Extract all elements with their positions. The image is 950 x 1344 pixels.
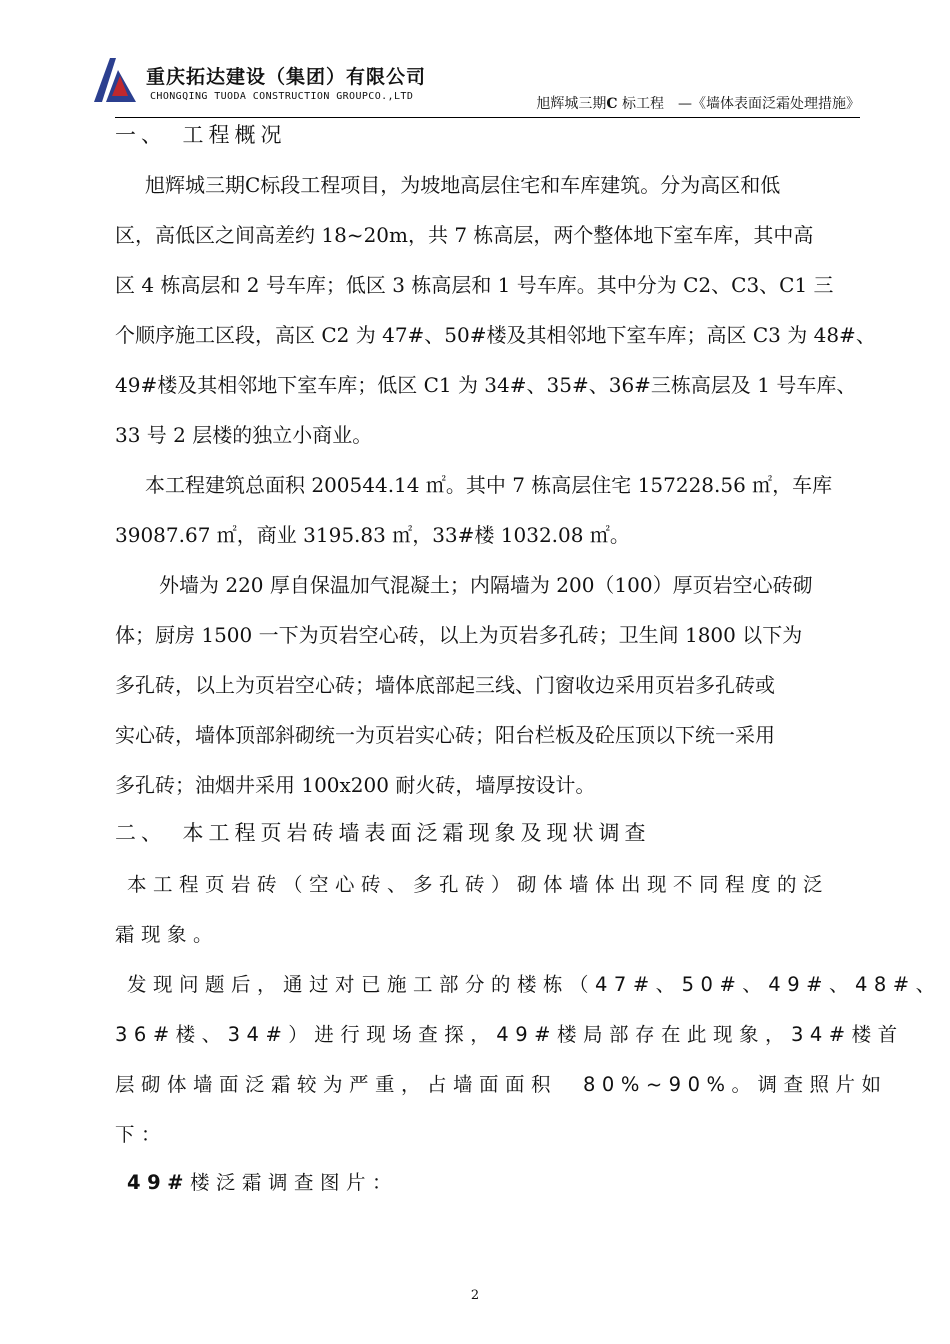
doc-title-post: 标工程 —《墙体表面泛霜处理措施》 xyxy=(617,96,860,112)
caption-text: 楼泛霜调查图片： xyxy=(189,1171,398,1194)
paragraph-line: 本工程建筑总面积 200544.14 ㎡。其中 7 栋高层住宅 157228.56 ㎡，车库 xyxy=(145,473,833,497)
paragraph-line: 体；厨房 1500 一下为页岩空心砖，以上为页岩多孔砖；卫生间 1800 以下为 xyxy=(115,623,803,647)
paragraph-line: 39087.67 ㎡，商业 3195.83 ㎡，33#楼 1032.08 ㎡。 xyxy=(115,523,630,547)
paragraph-line: 区 4 栋高层和 2 号车库；低区 3 栋高层和 1 号车库。其中分为 C2、C3、C1 三 xyxy=(115,273,834,297)
paragraph-line: 下： xyxy=(115,1123,168,1146)
company-logo-icon xyxy=(92,56,138,104)
paragraph-line: 发现问题后，通过对已施工部分的楼栋（47#、50#、49#、48#、 xyxy=(127,973,942,996)
paragraph-line: 个顺序施工区段，高区 C2 为 47#、50#楼及其相邻地下室车库；高区 C3 为 48#、 xyxy=(115,323,876,347)
paragraph-line: 外墙为 220 厚自保温加气混凝土；内隔墙为 200（100）厚页岩空心砖砌 xyxy=(159,573,813,597)
section1-heading: 一、 工程概况 xyxy=(115,123,287,147)
doc-title-pre: 旭辉城三期 xyxy=(536,96,607,112)
paragraph-line: 33 号 2 层楼的独立小商业。 xyxy=(115,423,373,447)
paragraph-line: 49#楼及其相邻地下室车库；低区 C1 为 34#、35#、36#三栋高层及 1 号车库、 xyxy=(115,373,857,397)
paragraph-line: 本工程页岩砖（空心砖、多孔砖）砌体墙体出现不同程度的泛 xyxy=(127,873,830,896)
company-name-en: CHONGQING TUODA CONSTRUCTION GROUPCO.,LTD xyxy=(150,91,414,102)
figure-caption xyxy=(115,1168,860,1198)
section2-heading: 二、 本工程页岩砖墙表面泛霜现象及现状调查 xyxy=(115,821,651,845)
page-number: 2 xyxy=(470,1288,480,1303)
document-title xyxy=(536,93,860,113)
paragraph-line: 多孔砖；油烟井采用 100x200 耐火砖，墙厚按设计。 xyxy=(115,773,596,797)
paragraph-line: 区，高低区之间高差约 18~20m，共 7 栋高层，两个整体地下室车库，其中高 xyxy=(115,223,814,247)
paragraph-line: 多孔砖，以上为页岩空心砖；墙体底部起三线、门窗收边采用页岩多孔砖或 xyxy=(115,673,775,697)
header-rule xyxy=(115,117,860,118)
paragraph-line: 层砌体墙面泛霜较为严重，占墙面面积 80%~90%。调查照片如 xyxy=(115,1073,888,1096)
paragraph-line: 36#楼、34#）进行现场查探，49#楼局部存在此现象，34#楼首 xyxy=(115,1023,904,1046)
paragraph-line: 实心砖，墙体顶部斜砌统一为页岩实心砖；阳台栏板及砼压顶以下统一采用 xyxy=(115,723,775,747)
paragraph-line: 霜现象。 xyxy=(115,923,220,946)
company-name-cn: 重庆拓达建设（集团）有限公司 xyxy=(146,66,427,88)
paragraph-line: 旭辉城三期C标段工程项目，为坡地高层住宅和车库建筑。分为高区和低 xyxy=(145,173,781,197)
caption-building-number: 49# xyxy=(127,1171,190,1194)
doc-title-bold: C xyxy=(606,96,618,112)
